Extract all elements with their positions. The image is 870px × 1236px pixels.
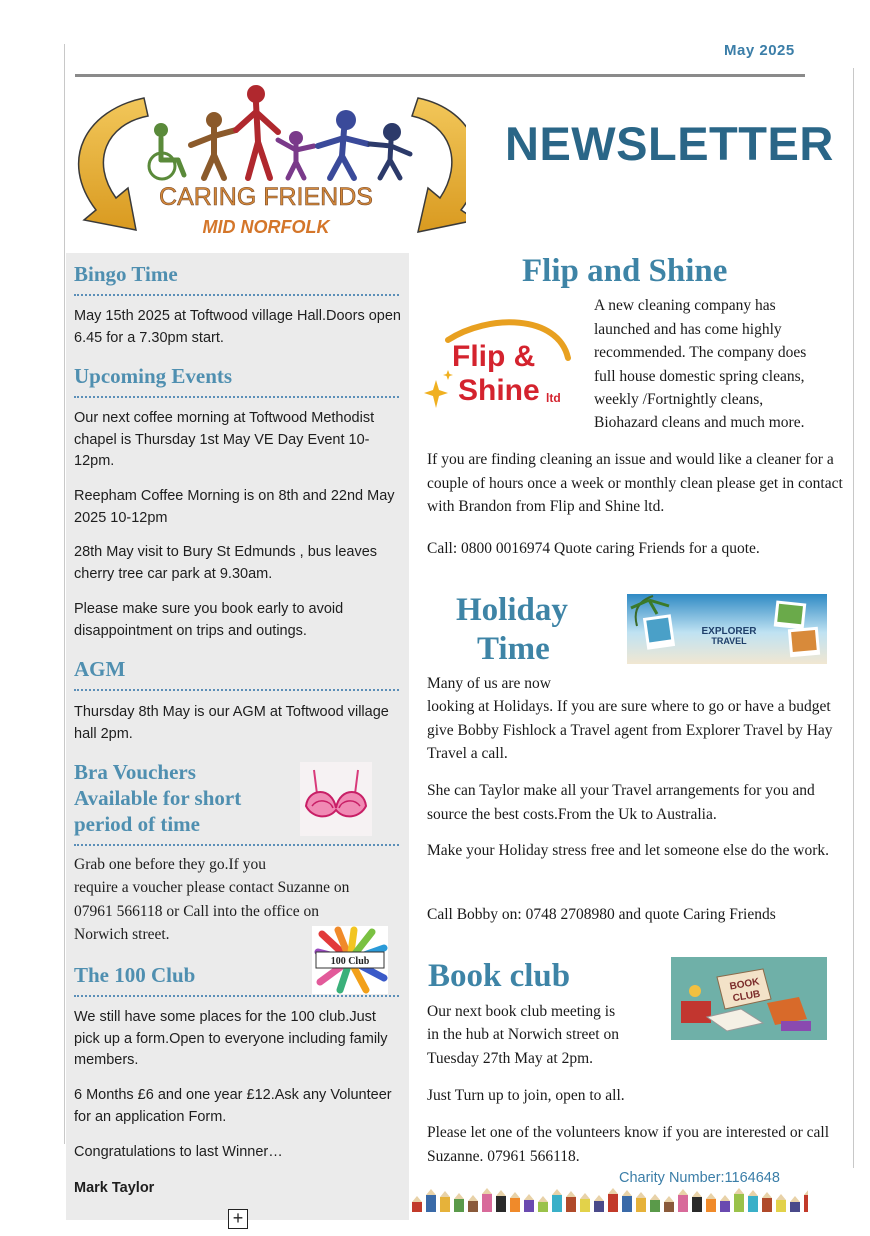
flip-intro-line4: full house domestic spring cleans, [594,368,805,385]
pencil [510,1192,520,1212]
add-content-icon[interactable]: + [228,1209,248,1229]
club100-winner: Mark Taylor [74,1180,155,1196]
pencil [412,1196,422,1212]
club100-badge-text: 100 Club [330,956,370,967]
pencil [496,1190,506,1212]
club100-places: We still have some places for the 100 club.Just pick up a form.Open to everyone including family members. [74,1009,388,1068]
svg-text:TRAVEL: TRAVEL [711,636,747,646]
bra-heading-line1: Bra Vouchers [74,760,196,784]
pencil [762,1192,772,1212]
divider [74,689,399,691]
header-rule [75,74,805,77]
events-bury-trip: 28th May visit to Bury St Edmunds , bus leaves cherry tree car park at 9.30am. [74,544,378,582]
person-red-icon [236,85,278,178]
left-page-edge [64,44,65,1144]
bra-text-line4: Norwich street. [74,926,170,943]
person-purple-icon [278,131,314,178]
bra-heading-line3: period of time [74,812,200,836]
pencil [468,1195,478,1212]
hands-100-club-icon [312,926,388,994]
holiday-text-line1: Many of us are now [427,675,551,692]
holiday-heading-line2: Time [477,631,550,667]
divider [74,844,399,846]
pencil [622,1190,632,1212]
left-arrow-icon [79,98,148,230]
logo-line1: CARING FRIENDS [159,183,373,211]
bingo-heading: Bingo Time [74,262,178,286]
pencil [748,1190,758,1212]
holiday-call-bobby: Call Bobby on: 0748 2708980 and quote Caring Friends [427,906,776,923]
agm-text: Thursday 8th May is our AGM at Toftwood village hall 2pm. [74,704,389,742]
holiday-arrangements: She can Taylor make all your Travel arrangements for you and source the best costs.From the Uk to Australia. [427,782,815,823]
pencil [552,1189,562,1212]
bra-heading-line2: Available for short [74,786,242,810]
holiday-stress-free: Make your Holiday stress free and let someone else do the work. [427,842,830,859]
holiday-heading-line1: Holiday [456,592,568,628]
flip-intro-line5: weekly /Fortnightly cleans, [594,391,764,408]
pencil [440,1191,450,1212]
svg-text:CLUB: CLUB [731,988,762,1005]
events-reepham: Reepham Coffee Morning is on 8th and 22nd May 2025 10-12pm [74,488,395,526]
bra-text-line3: 07961 566118 or Call into the office on [74,903,319,920]
pencil [706,1193,716,1212]
right-arrow-icon [412,98,466,232]
book-join-text: Just Turn up to join, open to all. [427,1087,625,1104]
club100-prices: 6 Months £6 and one year £12.Ask any Volunteer for an application Form. [74,1087,392,1125]
pencil [636,1192,646,1212]
events-book-early: Please make sure you book early to avoid disappointment on trips and outings. [74,601,344,639]
pencil [790,1196,800,1212]
pencil [524,1194,534,1212]
svg-text:BOOK: BOOK [728,976,761,993]
book-volunteers-text: Please let one of the volunteers know if you are interested or call Suzanne. 07961 566118. [427,1124,830,1165]
events-heading: Upcoming Events [74,364,233,388]
person-blue-icon [318,110,368,178]
pencil [454,1193,464,1212]
right-page-edge [853,68,854,1168]
issue-date: May 2025 [724,42,795,59]
bra-text-line2: require a voucher please contact Suzanne on [74,879,350,896]
svg-text:ltd: ltd [546,391,561,405]
pencil [482,1188,492,1212]
pencil [678,1189,688,1212]
divider [74,294,399,296]
pencil [566,1191,576,1212]
book-text-line3: Tuesday 27th May at 2pm. [427,1050,594,1067]
holiday-text-rest: looking at Holidays. If you are sure where to go or have a budget give Bobby Fishlock a Travel agent from Explorer Travel by Hay Travel a call. [427,698,833,762]
bingo-text: May 15th 2025 at Toftwood village Hall.Doors open 6.45 for a 7.30pm start. [74,308,401,346]
club100-congrats: Congratulations to last Winner… [74,1144,283,1160]
bra-image-icon [300,762,372,836]
club100-heading: The 100 Club [74,963,196,987]
svg-text:Shine: Shine [458,374,540,407]
divider [74,396,399,398]
svg-text:Flip &: Flip & [452,340,536,373]
divider [74,995,399,997]
colored-pencils-border [410,1188,808,1212]
wheelchair-figure-icon [149,123,184,179]
bra-text-line1: Grab one before they go.If you [74,856,266,873]
book-text-line1: Our next book club meeting is [427,1003,616,1020]
book-heading: Book club [428,958,571,994]
pencil [594,1195,604,1212]
flip-call-text: Call: 0800 0016974 Quote caring Friends for a quote. [427,540,760,557]
flip-cleaner-text: If you are finding cleaning an issue and would like a cleaner for a couple of hours once a week or monthly clean please get in contact with Brandon from Flip and Shine ltd. [427,451,843,515]
book-text-line2: in the hub at Norwich street on [427,1026,619,1043]
logo-line2: MID NORFOLK [202,217,330,237]
pencil [804,1189,808,1212]
agm-heading: AGM [74,657,126,681]
events-coffee-morning: Our next coffee morning at Toftwood Methodist chapel is Thursday 1st May VE Day Event 10-12pm. [74,410,375,469]
pencil [720,1195,730,1212]
pencil [608,1188,618,1212]
charity-number: Charity Number:1164648 [619,1170,780,1186]
flip-heading: Flip and Shine [522,253,728,289]
flip-intro-line2: launched and has come highly [594,321,782,338]
book-club-image [671,957,827,1040]
pencil [650,1194,660,1212]
person-brown-icon [191,112,236,178]
pencil [538,1196,548,1212]
flip-intro-line6: Biohazard cleans and much more. [594,414,805,431]
svg-text:EXPLORER: EXPLORER [701,626,757,637]
caring-friends-logo [66,80,466,250]
flip-and-shine-logo [418,318,578,418]
flip-intro-line1: A new cleaning company has [594,297,776,314]
pencil [426,1189,436,1212]
person-navy-icon [370,123,410,178]
sparkle-icon [424,380,448,408]
newsletter-title: NEWSLETTER [505,117,834,170]
pencil [692,1191,702,1212]
pencil [776,1194,786,1212]
explorer-travel-banner [627,594,827,664]
pencil [664,1196,674,1212]
pencil [734,1188,744,1212]
flip-intro-line3: recommended. The company does [594,344,807,361]
pencil [580,1193,590,1212]
